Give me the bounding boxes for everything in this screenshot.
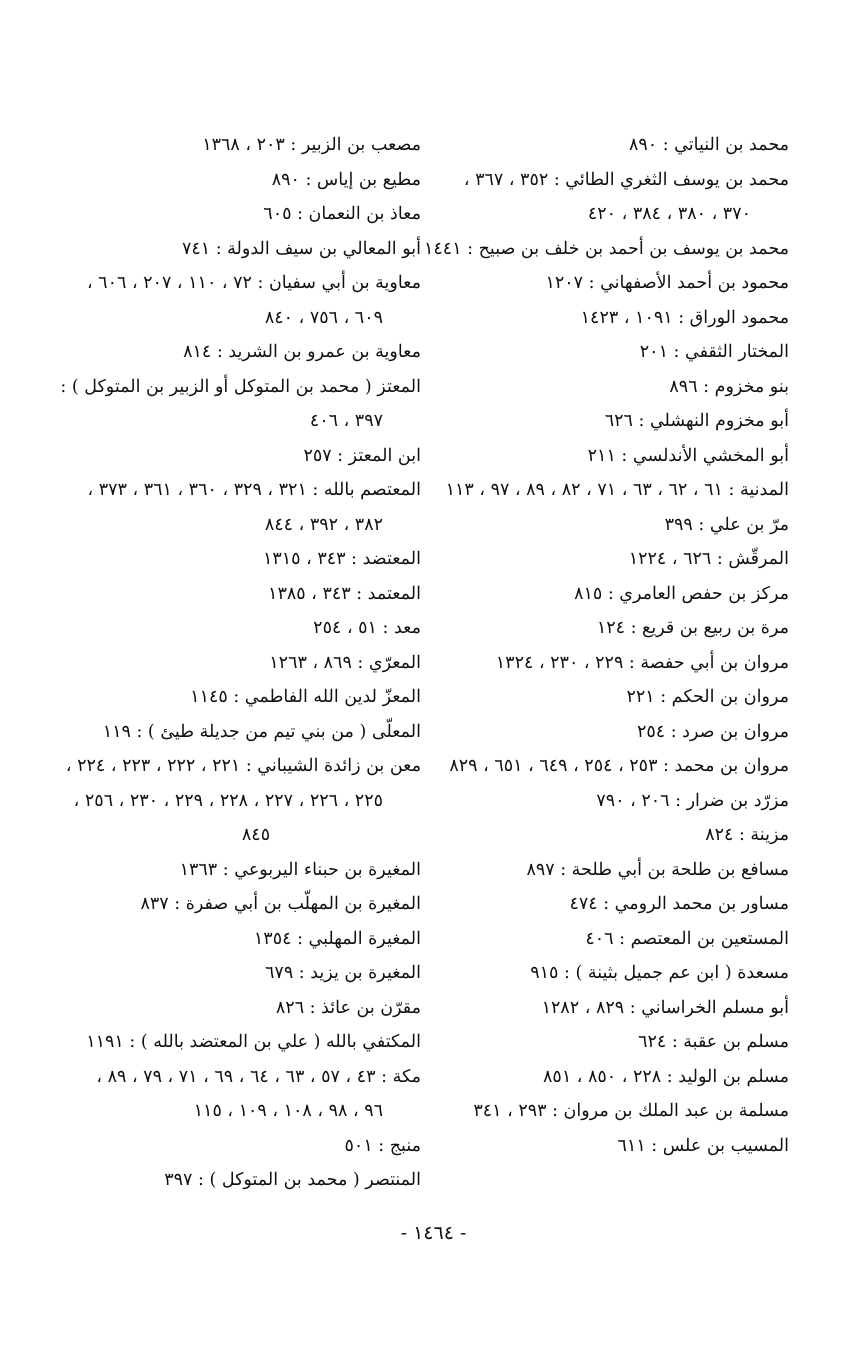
index-entry: منبج : ٥٠١ [344,1135,421,1156]
index-entry: أبو مسلم الخراساني : ٨٢٩ ، ١٢٨٢ [541,997,789,1018]
index-entry: معاوية بن أبي سفيان : ٧٢ ، ١١٠ ، ٢٠٧ ، ٦٠٦ ، [86,273,421,293]
index-entry: محمد بن يوسف الثغري الطائي : ٣٥٢ ، ٣٦٧ ، [463,169,789,190]
index-entry-continuation: ٨٤٥ [241,825,271,845]
index-entry: المعلّى ( من بني تيم من جديلة طيئ ) : ١١٩ [102,721,421,742]
index-entry: مصعب بن الزبير : ٢٠٣ ، ١٣٦٨ [202,135,421,155]
index-entry: مزرّد بن ضرار : ٢٠٦ ، ٧٩٠ [596,790,789,811]
index-entry: مسعدة ( ابن عم جميل بثينة ) : ٩١٥ [530,963,789,983]
index-entry: مطيع بن إياس : ٨٩٠ [271,169,421,190]
index-entry: مروان بن محمد : ٢٥٣ ، ٢٥٤ ، ٦٤٩ ، ٦٥١ ، ٨٢٩ [449,756,789,776]
index-entry: معاذ بن النعمان : ٦٠٥ [263,204,421,224]
index-entry: المسيب بن علس : ٦١١ [617,1135,789,1156]
index-entry: مقرّن بن عائذ : ٨٢٦ [275,997,421,1018]
index-entry: مسلم بن الوليد : ٢٢٨ ، ٨٥٠ ، ٨٥١ [543,1066,789,1087]
index-entry-continuation: ٢٢٥ ، ٢٢٦ ، ٢٢٧ ، ٢٢٨ ، ٢٢٩ ، ٢٣٠ ، ٢٥٦ ، [73,790,383,811]
index-entry: مرّ بن علي : ٣٩٩ [664,514,789,535]
index-entry: المنتصر ( محمد بن المتوكل ) : ٣٩٧ [164,1170,421,1190]
index-entry: المختار الثقفي : ٢٠١ [639,342,789,362]
index-entry: المغيرة بن يزيد : ٦٧٩ [265,963,421,983]
index-entry-continuation: ٩٦ ، ٩٨ ، ١٠٨ ، ١٠٩ ، ١١٥ [193,1101,383,1121]
index-entry-continuation: ٦٠٩ ، ٧٥٦ ، ٨٤٠ [264,307,383,328]
index-entry-continuation: ٣٨٢ ، ٣٩٢ ، ٨٤٤ [264,514,383,535]
index-entry: محمود الوراق : ١٠٩١ ، ١٤٢٣ [580,307,789,328]
index-entry: المدنية : ٦١ ، ٦٢ ، ٦٣ ، ٧١ ، ٨٢ ، ٨٩ ، ٩٧ ، ١١٣ [445,480,789,500]
index-entry: محمد بن النياتي : ٨٩٠ [628,135,789,155]
index-entry: أبو المعالي بن سيف الدولة : ٧٤١ [181,238,421,259]
index-entry: المعتضد : ٣٤٣ ، ١٣١٥ [262,549,421,569]
index-entry: ابن المعتز : ٢٥٧ [303,445,421,466]
index-entry: مسافع بن طلحة بن أبي طلحة : ٨٩٧ [526,859,789,880]
index-entry: مساور بن محمد الرومي : ٤٧٤ [569,894,789,914]
index-entry: مروان بن الحكم : ٢٢١ [626,687,789,707]
index-entry: مروان بن أبي حفصة : ٢٢٩ ، ٢٣٠ ، ١٣٢٤ [495,652,789,673]
page-number: - ١٤٦٤ - [400,1222,467,1244]
index-entry: المعرّي : ٨٦٩ ، ١٢٦٣ [269,652,421,673]
index-entry: معاوية بن عمرو بن الشريد : ٨١٤ [183,342,421,362]
index-entry: المغيرة بن حبناء اليربوعي : ١٣٦٣ [179,859,421,880]
index-column-left [60,128,421,1198]
index-entry-continuation: ٣٧٠ ، ٣٨٠ ، ٣٨٤ ، ٤٢٠ [587,204,751,224]
index-entry: المستعين بن المعتصم : ٤٠٦ [585,928,789,949]
index-entry: معد : ٥١ ، ٢٥٤ [313,618,421,638]
index-entry: مرة بن ربيع بن قريع : ١٢٤ [596,618,789,638]
index-entry: مركز بن حفص العامري : ٨١٥ [574,583,789,604]
index-entry: المكتفي بالله ( علي بن المعتضد بالله ) : ١١٩١ [86,1032,421,1052]
index-entry: مزينة : ٨٢٤ [705,825,789,845]
index-entry: محمود بن أحمد الأصفهاني : ١٢٠٧ [545,273,789,293]
index-entry: أبو المخشي الأندلسي : ٢١١ [587,445,789,466]
index-entry: محمد بن يوسف بن أحمد بن خلف بن صبيح : ١٤٤١ [424,238,789,259]
index-entry: المعتصم بالله : ٣٢١ ، ٣٢٩ ، ٣٦٠ ، ٣٦١ ، ٣٧٣ ، [87,480,421,500]
index-entry: معن بن زائدة الشيباني : ٢٢١ ، ٢٢٢ ، ٢٢٣ ، ٢٢٤ ، [65,756,421,776]
index-entry: مروان بن صرد : ٢٥٤ [636,721,789,742]
index-entry: المعتز ( محمد بن المتوكل أو الزبير بن المتوكل ) : [60,376,421,397]
index-entry-continuation: ٣٩٧ ، ٤٠٦ [309,411,383,431]
index-entry: المغيرة المهلبي : ١٣٥٤ [253,928,421,949]
index-entry: المعزّ لدين الله الفاطمي : ١١٤٥ [190,687,421,707]
index-column-right [424,128,789,1163]
index-entry: المغيرة بن المهلّب بن أبي صفرة : ٨٣٧ [140,894,421,914]
index-entry: مسلم بن عقبة : ٦٢٤ [638,1032,789,1052]
index-entry: المعتمد : ٣٤٣ ، ١٣٨٥ [268,583,421,604]
index-entry: المرقّش : ٦٢٦ ، ١٢٢٤ [628,549,789,569]
index-entry: مكة : ٤٣ ، ٥٧ ، ٦٣ ، ٦٤ ، ٦٩ ، ٧١ ، ٧٩ ، ٨٩ ، [96,1066,421,1087]
index-entry: بنو مخزوم : ٨٩٦ [669,376,789,397]
index-entry: مسلمة بن عبد الملك بن مروان : ٢٩٣ ، ٣٤١ [473,1101,789,1121]
index-entry: أبو مخزوم النهشلي : ٦٢٦ [604,411,789,431]
